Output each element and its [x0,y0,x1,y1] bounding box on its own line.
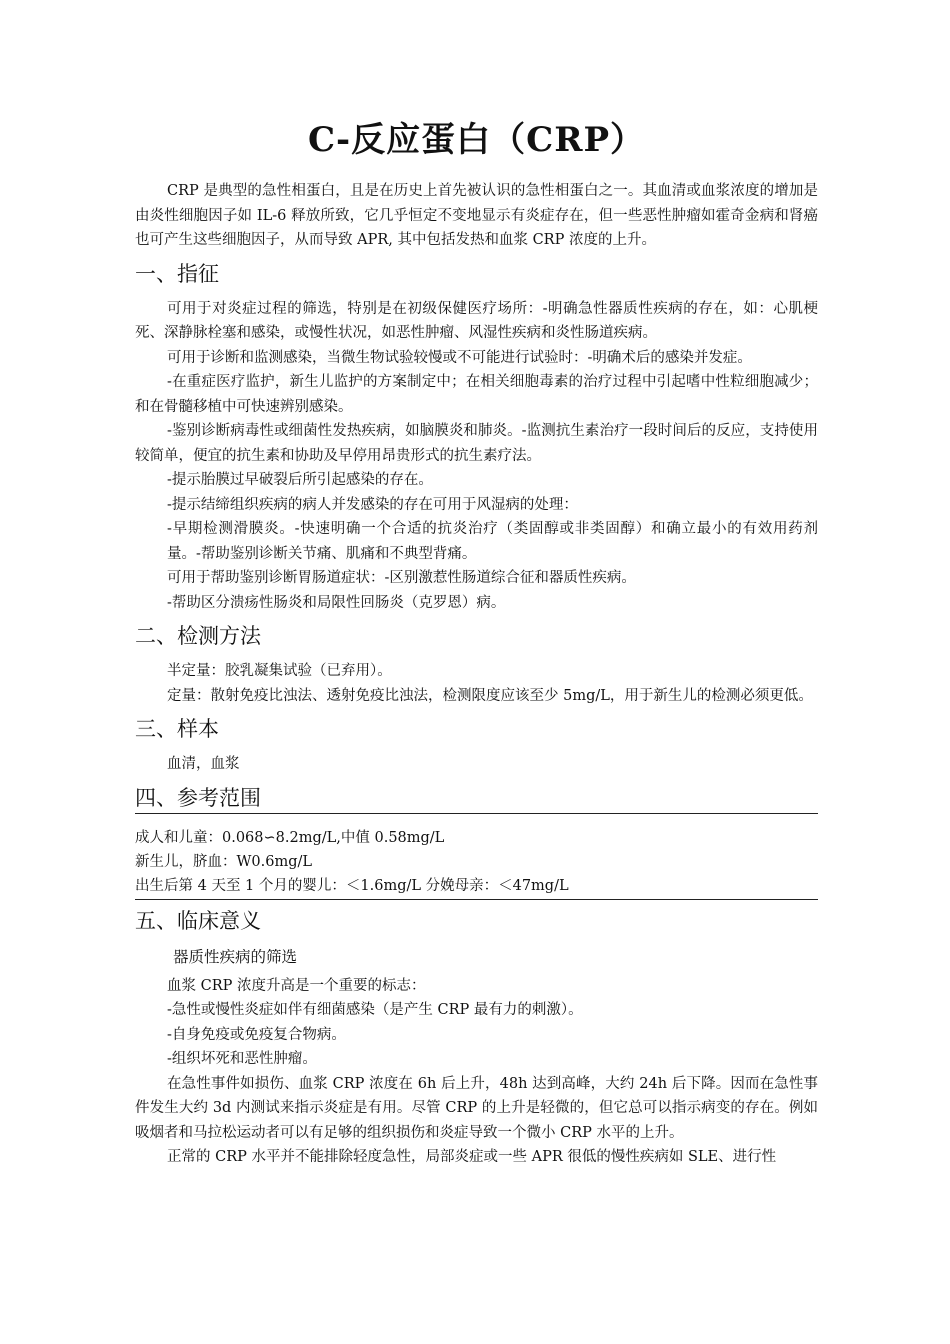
indications-paragraph: -鉴别诊断病毒性或细菌性发热疾病，如脑膜炎和肺炎。-监测抗生素治疗一段时间后的反应，支持使用较简单，便宜的抗生素和协助及早停用昂贵形式的抗生素疗法。 [135,423,818,464]
section-heading-methods: 二、检测方法 [135,624,261,648]
methods-paragraph: 定量：散射免疫比浊法、透射免疫比浊法，检测限度应该至少 5mg/L，用于新生儿的检测必须更低。 [167,687,813,704]
indications-paragraph: -提示结缔组织疾病的病人并发感染的存在可用于风湿病的处理： [167,496,578,513]
intro-paragraph: CRP 是典型的急性相蛋白，且是在历史上首先被认识的急性相蛋白之一。其血清或血浆浓度的增加是由炎性细胞因子如 IL-6 释放所致，它几乎恒定不变地显示有炎症存在，但一些恶性肿瘤如霍奇金病和肾癌也可产生这些细胞因子，从而导致 APR, 其中包括发热和血浆 CRP 浓度的上升。 [135,183,818,248]
reference-range-block [135,826,818,900]
clinical-paragraph: 在急性事件如损伤、血浆 CRP 浓度在 6h 后上升，48h 达到高峰，大约 24h 后下降。因而在急性事件发生大约 3d 内测试来指示炎症是有用。尽管 CRP 的上升是轻微的，但它总可以指示病变的存在。例如吸烟者和马拉松运动者可以有足够的组织损伤和炎症导致一个微小 CRP 水平的上升。 [135,1075,818,1141]
clinical-paragraph: -自身免疫或免疫复合物病。 [167,1026,346,1043]
clinical-subheading: 器质性疾病的筛选 [173,947,298,966]
clinical-paragraph: 血浆 CRP 浓度升高是一个重要的标志： [167,977,426,994]
methods-paragraph: 半定量：胶乳凝集试验（已弃用）。 [167,663,392,679]
indications-paragraph: -早期检测滑膜炎。-快速明确一个合适的抗炎治疗（类固醇或非类固醇）和确立最小的有效用药剂量。-帮助鉴别诊断关节痛、肌痛和不典型背痛。 [167,521,818,562]
reference-line: 出生后第 4 天至 1 个月的婴儿：＜1.6mg/L 分娩母亲：＜47mg/L [135,877,569,894]
indications-paragraph: -提示胎膜过早破裂后所引起感染的存在。 [167,472,433,488]
indications-paragraph: 可用于帮助鉴别诊断胃肠道症状：-区别激惹性肠道综合征和器质性疾病。 [167,570,636,586]
section-heading-reference: 四、参考范围 [135,783,818,814]
clinical-paragraph: -组织坏死和恶性肿瘤。 [167,1051,317,1067]
reference-line: 新生儿，脐血：W0.6mg/L [135,853,313,870]
document-page [135,100,818,1170]
indications-paragraph: -在重症医疗监护，新生儿监护的方案制定中；在相关细胞毒素的治疗过程中引起嗜中性粒细胞减少；和在骨髓移植中可快速辨别感染。 [135,374,818,415]
section-heading-indications: 一、指征 [135,261,219,286]
indications-paragraph: 可用于对炎症过程的筛选，特别是在初级保健医疗场所：-明确急性器质性疾病的存在，如：心肌梗死、深静脉栓塞和感染，或慢性状况，如恶性肿瘤、风湿性疾病和炎性肠道疾病。 [135,300,818,341]
clinical-paragraph: 正常的 CRP 水平并不能排除轻度急性，局部炎症或一些 APR 很低的慢性疾病如 SLE、进行性 [167,1149,777,1165]
document-title: C-反应蛋白（CRP） [307,120,646,160]
reference-line: 成人和儿童：0.068∽8.2mg/L,中值 0.58mg/L [135,829,445,846]
section-heading-sample: 三、样本 [135,717,219,741]
section-heading-clinical: 五、临床意义 [135,908,261,933]
indications-paragraph: -帮助区分溃疡性肠炎和局限性回肠炎（克罗恩）病。 [167,594,506,611]
clinical-paragraph: -急性或慢性炎症如伴有细菌感染（是产生 CRP 最有力的刺激）。 [167,1002,583,1018]
sample-paragraph: 血清，血浆 [167,756,240,772]
indications-paragraph: 可用于诊断和监测感染，当微生物试验较慢或不可能进行试验时：-明确术后的感染并发症。 [167,349,752,366]
